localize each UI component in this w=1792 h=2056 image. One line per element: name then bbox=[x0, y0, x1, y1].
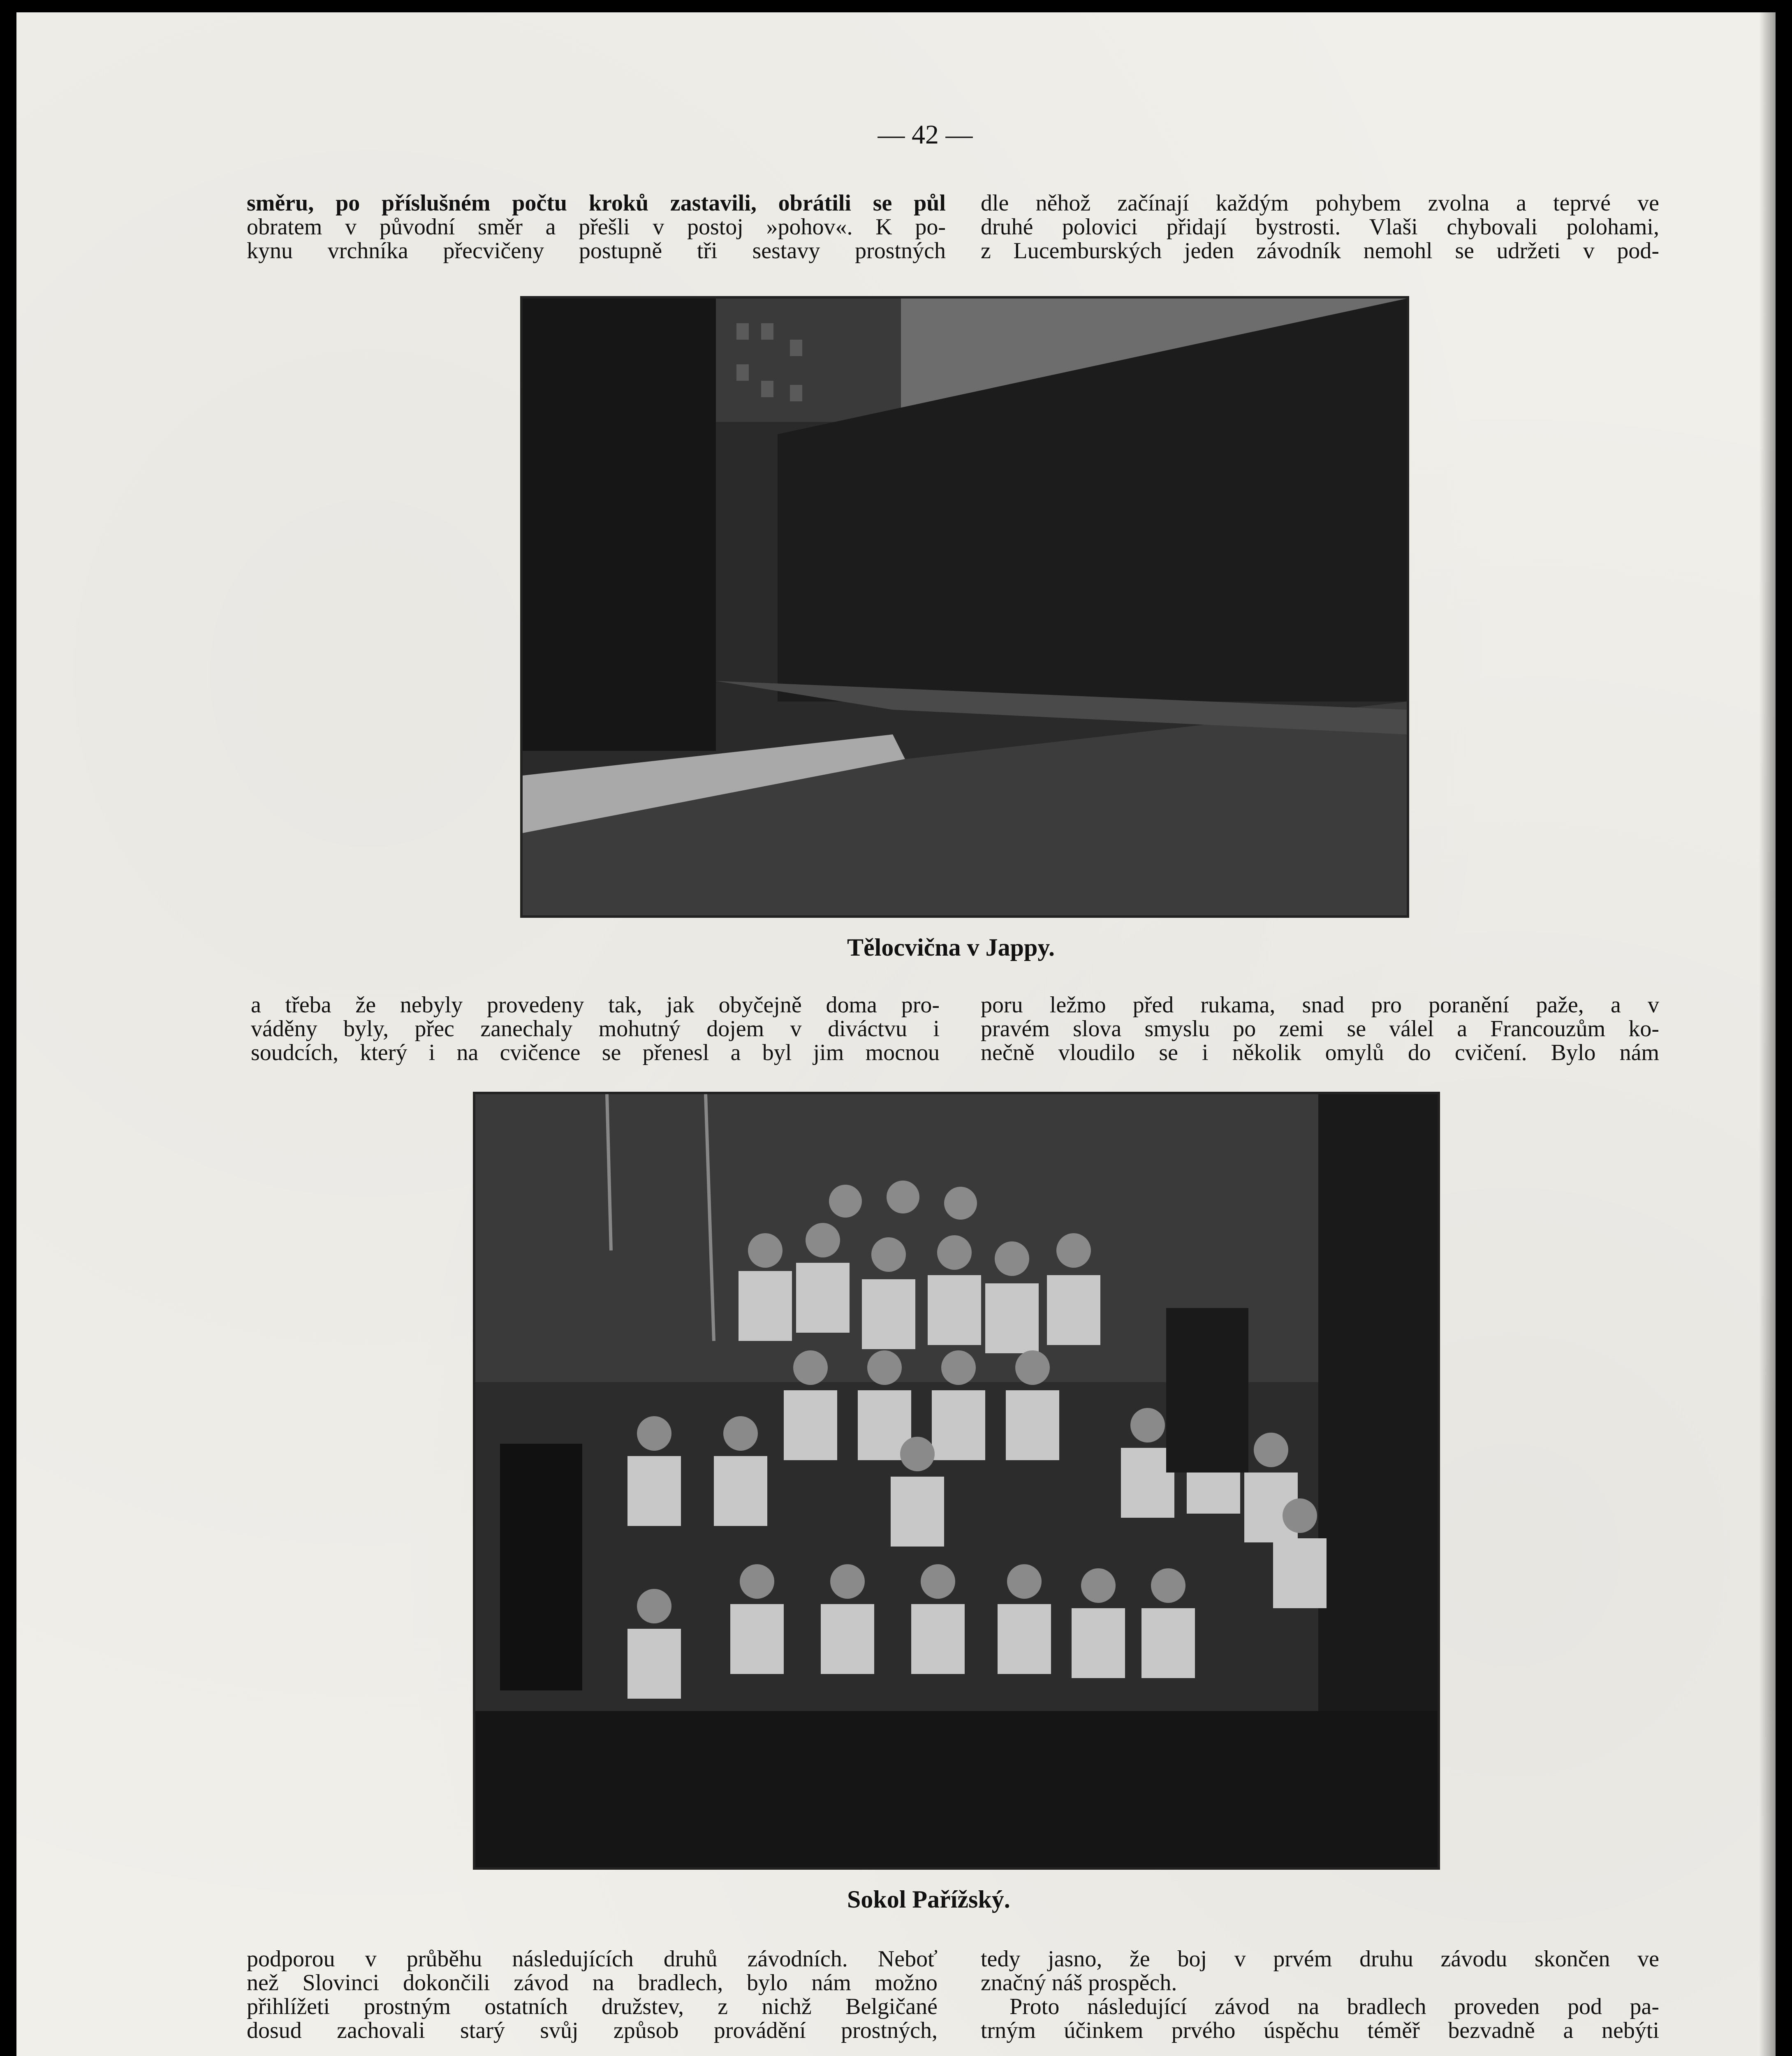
figure2-caption: Sokol Pařížský. bbox=[847, 1886, 1010, 1913]
text-line: pravém slova smyslu po zemi se válel a Francouzům ko- bbox=[981, 1016, 1659, 1042]
figure1-caption: Tělocvična v Jappy. bbox=[847, 934, 1055, 961]
middle-right-column bbox=[981, 993, 1659, 1065]
text-line: přihlížeti prostným ostatních družstev, z nichž Belgičané bbox=[247, 1994, 938, 2019]
text-line: poru ležmo před rukama, snad pro poranění paže, a v bbox=[981, 992, 1659, 1018]
text-line: nečně vloudilo se i několik omylů do cvičení. Bylo nám bbox=[981, 1040, 1659, 1065]
page-edge-shadow bbox=[1759, 12, 1776, 2056]
text-line: tedy jasno, že boj v prvém druhu závodu skončen ve bbox=[981, 1946, 1659, 1972]
bottom-right-column bbox=[981, 1947, 1659, 2042]
group-photo-image bbox=[475, 1094, 1438, 1867]
text-line: Proto následující závod na bradlech proveden pod pa- bbox=[1009, 1994, 1659, 2019]
text-line: podporou v průběhu následujících druhů závodních. Neboť bbox=[247, 1946, 938, 1972]
text-line: značný náš prospěch. bbox=[981, 1970, 1177, 1996]
middle-left-column bbox=[251, 993, 940, 1065]
text-line: trným účinkem prvého úspěchu téměř bezvadně a nebýti bbox=[981, 2018, 1659, 2043]
text-line: druhé polovici přidají bystrosti. Vlaši chybovali polohami, bbox=[981, 214, 1659, 240]
text-line: dle něhož začínají každým pohybem zvolna a teprvé ve bbox=[981, 190, 1659, 216]
bottom-left-column bbox=[247, 1947, 938, 2042]
text-line: obratem v původní směr a přešli v postoj »pohov«. K po- bbox=[247, 214, 946, 240]
top-left-column bbox=[247, 191, 946, 263]
text-line: dosud zachovali starý svůj způsob provádění prostných, bbox=[247, 2018, 938, 2043]
text-line: a třeba že nebyly provedeny tak, jak obyčejně doma pro- bbox=[251, 992, 940, 1018]
text-line: než Slovinci dokončili závod na bradlech, bylo nám možno bbox=[247, 1970, 938, 1996]
group-photo bbox=[473, 1092, 1440, 1870]
text-line: směru, po příslušném počtu kroků zastavili, obrátili se půl bbox=[247, 190, 946, 216]
page-number: — 42 — bbox=[877, 120, 973, 150]
courtyard-photo bbox=[520, 296, 1409, 918]
top-right-column bbox=[981, 191, 1659, 263]
text-line: váděny byly, přec zanechaly mohutný dojem v diváctvu i bbox=[251, 1016, 940, 1042]
courtyard-image bbox=[523, 299, 1407, 915]
text-line: z Lucemburských jeden závodník nemohl se udržeti v pod- bbox=[981, 238, 1659, 264]
text-line: kynu vrchníka přecvičeny postupně tři sestavy prostných bbox=[247, 238, 946, 264]
text-line: soudcích, který i na cvičence se přenesl a byl jim mocnou bbox=[251, 1040, 940, 1065]
